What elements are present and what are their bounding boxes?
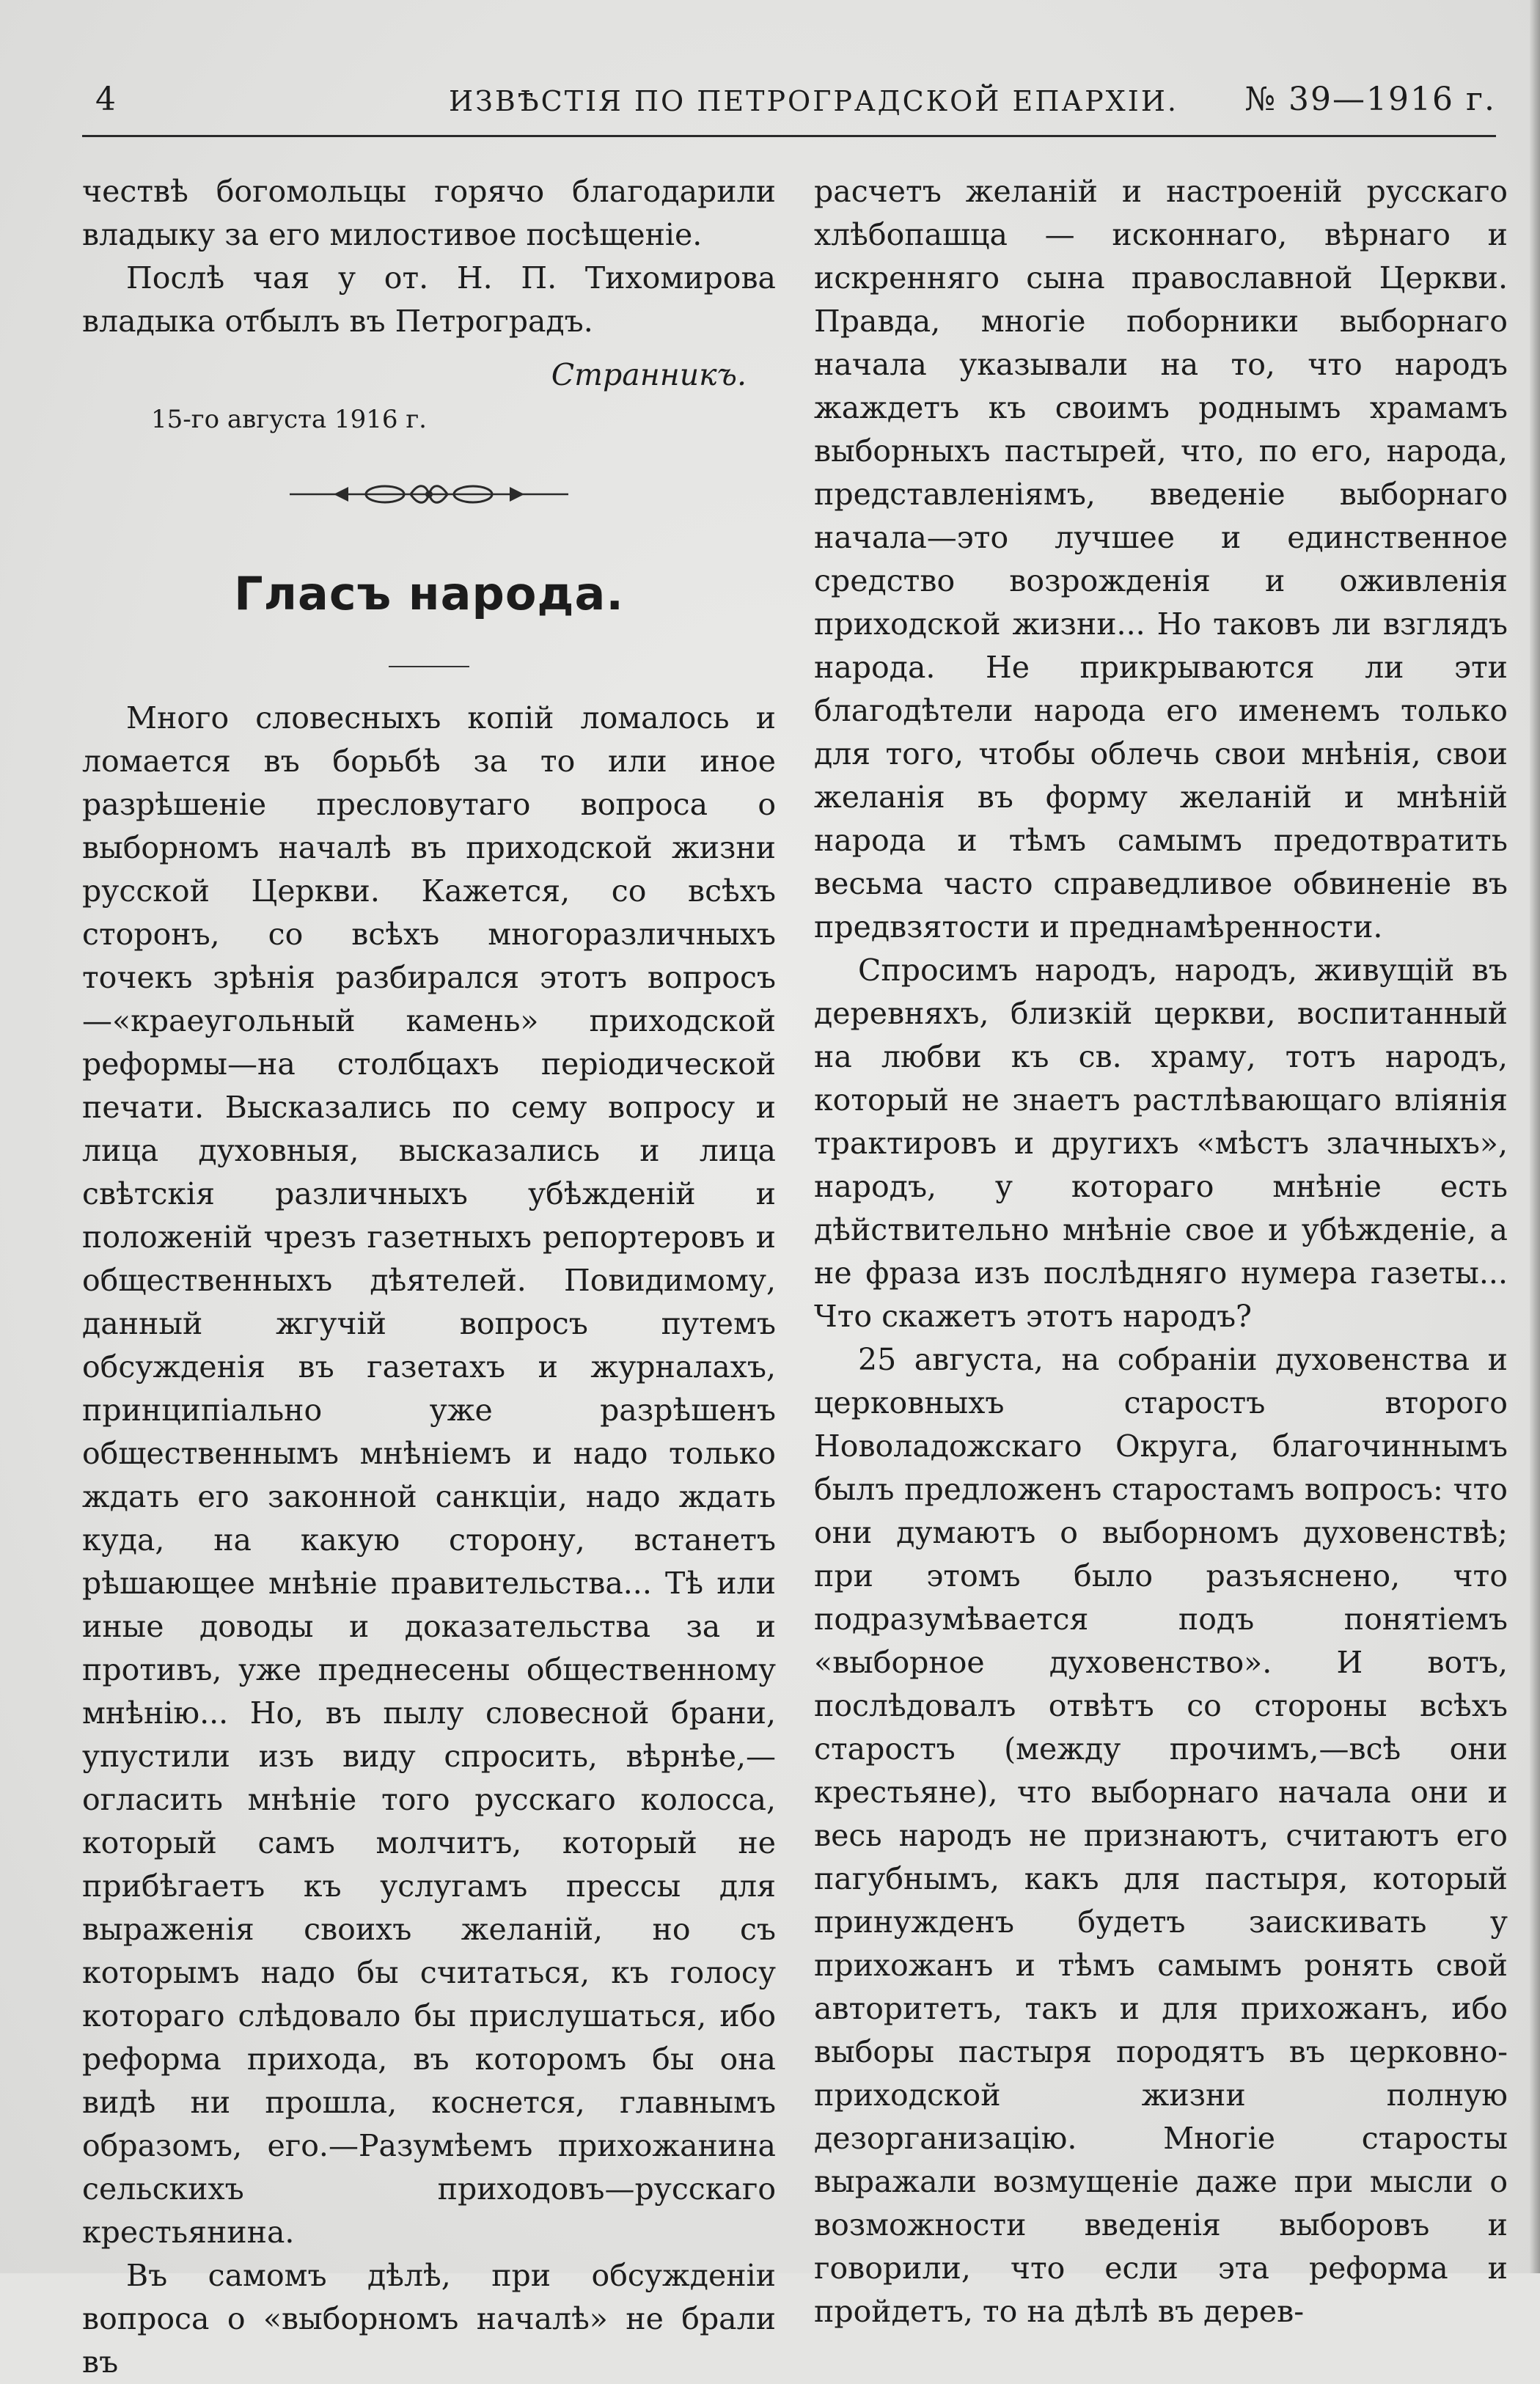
header-rule: [82, 135, 1496, 137]
page-header: [82, 81, 1496, 132]
page-edge-shadow: [1530, 0, 1540, 2273]
left-column: [82, 170, 776, 2384]
paragraph: Спросимъ народъ, народъ, живущій въ деревняхъ, близкій церкви, воспитанный на любви къ св. храму, тотъ народъ, который не знаетъ растлѣвающаго вліянія трактировъ и другихъ «мѣстъ злачныхъ», народъ, у котораго мнѣніе есть дѣйствительно мнѣніе свое и убѣжденіе, а не фраза изъ послѣдняго нумера газеты... Что скажетъ этотъ народъ?: [814, 953, 1508, 1334]
signature: Странникъ.: [551, 357, 747, 392]
right-column: [814, 170, 1508, 2333]
paragraph: Въ самомъ дѣлѣ, при обсужденіи вопроса о «выборномъ началѣ» не брали въ: [82, 2258, 776, 2380]
paragraph: Много словесныхъ копій ломалось и ломается въ борьбѣ за то или иное разрѣшеніе пресловутаго вопроса о выборномъ началѣ въ приходской жизни русской Церкви. Кажется, со всѣхъ сторонъ, со всѣхъ многоразличныхъ точекъ зрѣнія разбирался этотъ вопросъ—«краеугольный камень» приходской реформы—на столбцахъ періодической печати. Высказались по сему вопросу и лица духовныя, высказались и лица свѣтскія различныхъ убѣжденій и положеній чрезъ газетныхъ репортеровъ и общественныхъ дѣятелей. Повидимому, данный жгучій вопросъ путемъ обсужденія въ газетахъ и журналахъ, принципіально уже разрѣшенъ общественнымъ мнѣніемъ и надо только ждать его законной санкціи, надо ждать куда, на какую сторону, встанетъ рѣшающее мнѣніе правительства... Тѣ или иные доводы и доказательства за и противъ, уже преднесены общественному мнѣнію... Но, въ пылу словесной брани, упустили изъ виду спросить, вѣрнѣе,—огласить мнѣніе того русскаго колосса, который самъ молчитъ, который не прибѣгаетъ къ услугамъ прессы для выраженія своихъ желаній, но съ которымъ надо бы считаться, къ голосу котораго слѣдовало бы прислушаться, ибо реформа прихода, въ которомъ бы она видѣ ни прошла, коснется, главнымъ образомъ, его.—Разумѣемъ прихожанина сельскихъ приходовъ—русскаго крестьянина.: [82, 700, 776, 2250]
divider-ornament-icon: [290, 480, 568, 509]
article-date: 15-го августа 1916 г.: [151, 405, 427, 434]
paragraph: расчетъ желаній и настроеній русскаго хлѣбопашца — исконнаго, вѣрнаго и искренняго сына православной Церкви. Правда, многіе поборники выборнаго начала указывали на то, что народъ жаждетъ къ своимъ роднымъ храмамъ выборныхъ пастырей, что, по его, народа, представленіямъ, введеніе выборнаго начала—это лучшее и единственное средство возрожденія и оживленія приходской жизни... Но таковъ ли взглядъ народа. Не прикрываются ли эти благодѣтели народа его именемъ только для того, чтобы облечь свои мнѣнія, свои желанія въ форму желаній и мнѣній народа и тѣмъ самымъ предотвратить весьма часто справедливое обвиненіе въ предвзятости и преднамѣренности.: [814, 174, 1508, 945]
article-title: Гласъ народа.: [234, 567, 624, 620]
page-number: 4: [95, 81, 116, 118]
journal-title: ИЗВѢСТІЯ ПО ПЕТРОГРАДСКОЙ ЕПАРХІИ.: [449, 85, 1178, 117]
paragraph: 25 августа, на собраніи духовенства и церковныхъ старостъ второго Новоладожскаго Округа, благочиннымъ былъ предложенъ старостамъ вопросъ: что они думаютъ о выборномъ духовенствѣ; при этомъ было разъяснено, что подразумѣвается подъ понятіемъ «выборное духовенство». И вотъ, послѣдовалъ отвѣтъ со стороны всѣхъ старостъ (между прочимъ,—всѣ они крестьяне), что выборнаго начала они и весь народъ не признаютъ, считаютъ его пагубнымъ, какъ для пастыря, который принужденъ будетъ заискивать у прихожанъ и тѣмъ самымъ ронять свой авторитетъ, такъ и для прихожанъ, ибо выборы пастыря породятъ въ церковно-приходской жизни полную дезорганизацію. Многіе старосты выражали возмущеніе даже при мысли о возможности введенія выборовъ и говорили, что если эта реформа и пройдетъ, то на дѣлѣ въ дерев-: [814, 1342, 1508, 2329]
paragraph: чествѣ богомольцы горячо благодарили владыку за его милостивое посѣщеніе.: [82, 174, 776, 252]
paragraph: Послѣ чая у от. Н. П. Тихомирова владыка отбылъ въ Петроградъ.: [82, 260, 776, 339]
title-rule: [389, 666, 469, 667]
issue-number: № 39—1916 г.: [1244, 81, 1496, 118]
